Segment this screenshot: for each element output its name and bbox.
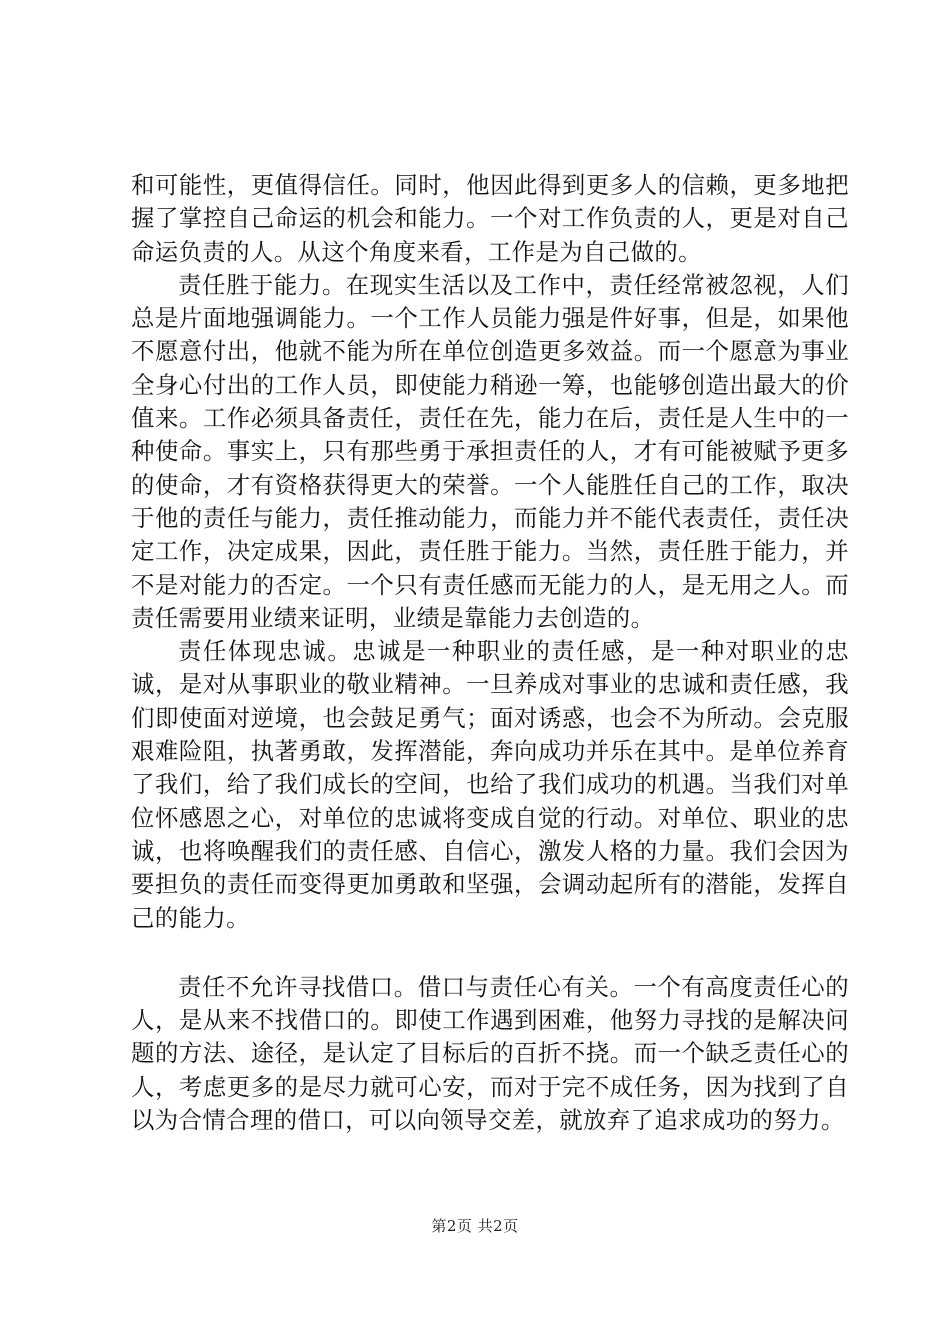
- paragraph-responsibility-over-ability: 责任胜于能力。在现实生活以及工作中，责任经常被忽视，人们总是片面地强调能力。一个工作人员能力强是件好事，但是，如果他不愿意付出，他就不能为所在单位创造更多效益。而一个愿意为事业全身心付出的工作人员，即使能力稍逊一筹，也能够创造出最大的价值来。工作必须具备责任，责任在先，能力在后，责任是人生中的一种使命。事实上，只有那些勇于承担责任的人，才有可能被赋予更多的使命，才有资格获得更大的荣誉。一个人能胜任自己的工作，取决于他的责任与能力，责任推动能力，而能力并不能代表责任，责任决定工作，决定成果，因此，责任胜于能力。当然，责任胜于能力，并不是对能力的否定。一个只有责任感而无能力的人，是无用之人。而责任需要用业绩来证明，业绩是靠能力去创造的。: [131, 270, 849, 632]
- page-number-footer: 第2页 共2页: [431, 1217, 519, 1235]
- paragraph-no-excuses: 责任不允许寻找借口。借口与责任心有关。一个有高度责任心的人，是从来不找借口的。即使工作遇到困难，他努力寻找的是解决问题的方法、途径，是认定了目标后的百折不挠。而一个缺乏责任心的人，考虑更多的是尽力就可心安，而对于完不成任务，因为找到了自以为合情合理的借口，可以向领导交差，就放弃了追求成功的努力。: [131, 972, 849, 1135]
- paragraph-continuation: 和可能性，更值得信任。同时，他因此得到更多人的信赖，更多地把握了掌控自己命运的机会和能力。一个对工作负责的人，更是对自己命运负责的人。从这个角度来看，工作是为自己做的。: [131, 171, 849, 266]
- document-body: [131, 169, 849, 1137]
- paragraph-responsibility-loyalty: 责任体现忠诚。忠诚是一种职业的责任感，是一种对职业的忠诚，是对从事职业的敬业精神。一旦养成对事业的忠诚和责任感，我们即使面对逆境，也会鼓足勇气；面对诱惑，也会不为所动。会克服艰难险阻，执著勇敢，发挥潜能，奔向成功并乐在其中。是单位养育了我们，给了我们成长的空间，也给了我们成功的机遇。当我们对单位怀感恩之心，对单位的忠诚将变成自觉的行动。对单位、职业的忠诚，也将唤醒我们的责任感、自信心，激发人格的力量。我们会因为要担负的责任而变得更加勇敢和坚强，会调动起所有的潜能，发挥自己的能力。: [131, 637, 849, 932]
